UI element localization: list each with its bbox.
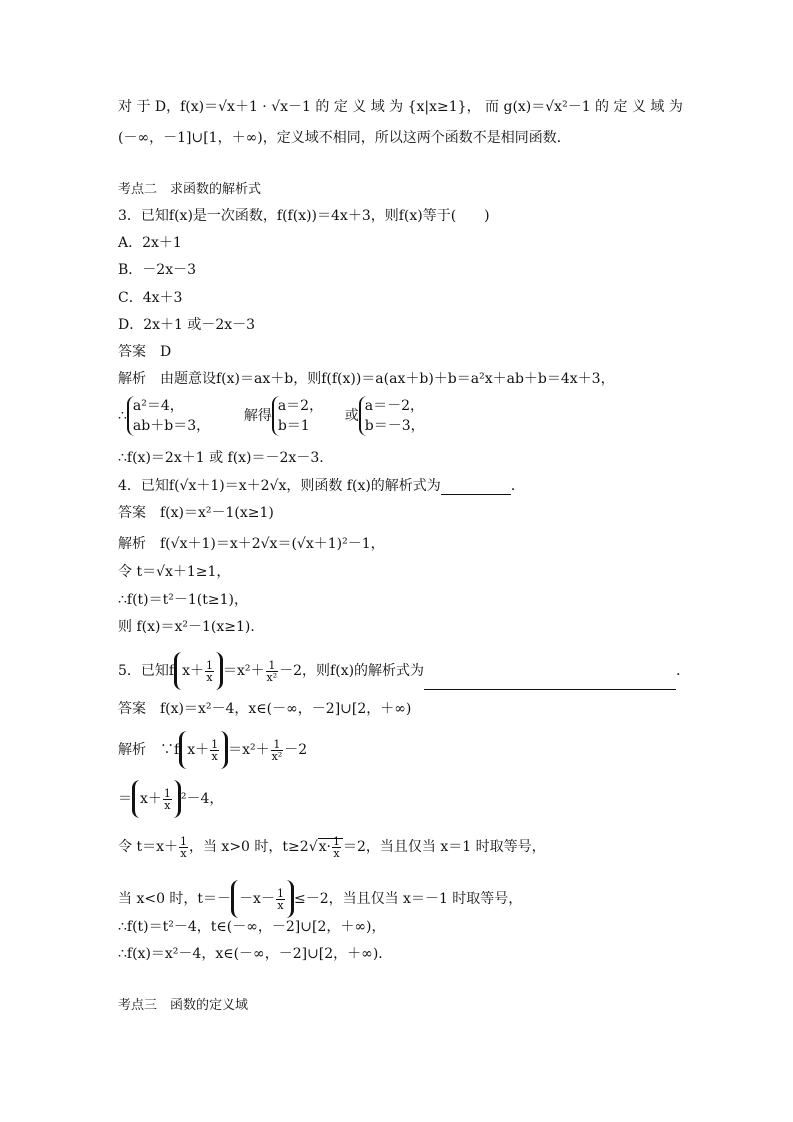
question-4: 4．已知f(√x＋1)＝x＋2√x，则函数 f(x)的解析式为 ． [118, 478, 525, 494]
text-line: ＝ x＋ $\frac{1}{x}$ ²－4， [118, 780, 223, 818]
option-a: A．2x＋1 [118, 235, 182, 251]
explanation: 解析 ∵f x＋ $\frac{1}{x}$ ＝x²＋ $\frac{1}{\text{x²}}$ －2 [118, 731, 307, 769]
section-heading: 考点二 求函数的解析式 [118, 182, 262, 197]
section-heading: 考点三 函数的定义域 [118, 998, 249, 1013]
result: 则 f(x)＝x²－1(x≥1)． [118, 619, 265, 635]
text-line: 当 x<0 时，t＝－ －x－ $\frac{1}{x}$ ≤－2，当且仅当 x＝－1 时取等号， [118, 880, 522, 918]
option-c: C．4x＋3 [118, 290, 183, 306]
option-d: D．2x＋1 或－2x－3 [118, 317, 256, 333]
text-line: ∴f(t)＝t²－1(t≥1)， [118, 592, 248, 608]
answer: 答案 f(x)＝x²－4，x∈(－∞，－2]∪[2，＋∞) [118, 701, 412, 717]
question-3: 3．已知f(x)是一次函数，f(f(x))＝4x＋3，则f(x)等于( ) [118, 208, 490, 224]
option-b: B．－2x－3 [118, 262, 196, 278]
text-line: ∴f(t)＝t²－4，t∈(－∞，－2]∪[2，＋∞)， [118, 919, 386, 935]
equation-system: ∴ a²＝4， ab＋b＝3， 解得 a＝2， b＝1 或 a＝－2， b＝－3， [118, 398, 425, 434]
result: ∴f(x)＝2x＋1 或 f(x)＝－2x－3. [118, 450, 324, 466]
explanation: 解析 由题意设f(x)＝ax＋b，则f(f(x))＝a(ax＋b)＋b＝a²x＋ab＋b＝4x＋3， [118, 371, 615, 387]
text-line: 令 t＝x＋ $\frac{1}{x}$ ，当 x>0 时，t≥2√x· $\frac{1}{x}$ ＝2，当且仅当 x＝1 时取等号， [118, 834, 546, 860]
text-line: 对 于 D，f(x)＝√x＋1 · √x－1 的 定 义 域 为 {x|x≥1}， 而 g(x)＝√x²－1 的 定 义 域 为 [118, 99, 683, 115]
explanation: 解析 f(√x＋1)＝x＋2√x＝(√x＋1)²－1， [118, 536, 385, 552]
answer: 答案 f(x)＝x²－1(x≥1) [118, 505, 274, 521]
question-5: 5．已知f x＋ $\frac{1}{x}$ ＝x²＋ $\frac{1}{\text{x²}}$ －2，则f(x)的解析式为 ． [118, 652, 690, 690]
text-line: 令 t＝√x＋1≥1， [118, 564, 231, 580]
text-line: (－∞，－1]∪[1，＋∞)，定义域不相同，所以这两个函数不是相同函数． [118, 130, 571, 146]
answer: 答案 D [118, 344, 172, 360]
result: ∴f(x)＝x²－4，x∈(－∞，－2]∪[2，＋∞)． [118, 946, 393, 962]
